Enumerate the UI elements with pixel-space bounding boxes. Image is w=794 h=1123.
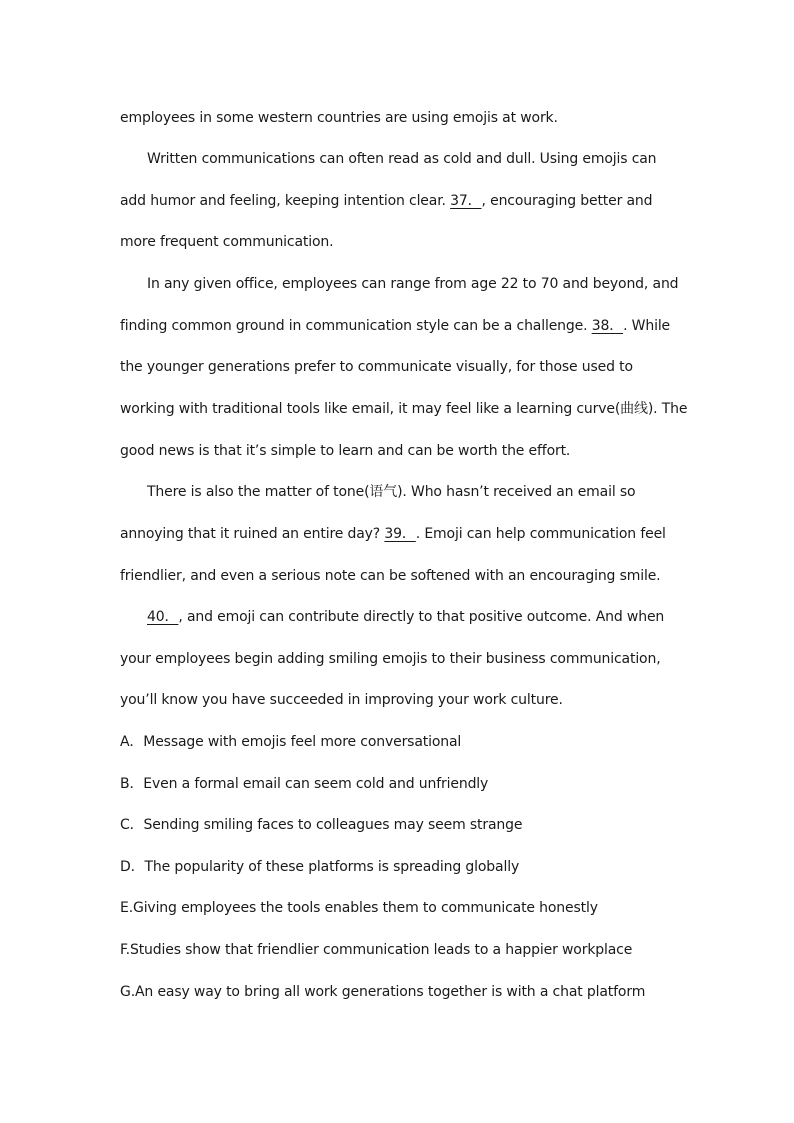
option-text: A．Message with emojis feel more conversational <box>120 734 462 750</box>
blank-40: 40． <box>147 609 179 625</box>
option-text: B．Even a formal email can seem cold and unfriendly <box>120 776 489 792</box>
passage-line <box>120 441 570 461</box>
option-c <box>120 815 522 835</box>
option-text: E.Giving employees the tools enables them to communicate honestly <box>120 900 598 916</box>
option-text: F.Studies show that friendlier communication leads to a happier workplace <box>120 942 633 958</box>
passage-text: , and emoji can contribute directly to that positive outcome. And when <box>178 609 665 625</box>
passage-text: working with traditional tools like email, it may feel like a learning curve(曲线). The <box>120 401 688 417</box>
option-e <box>120 898 598 918</box>
passage-line <box>120 316 670 336</box>
passage-line <box>120 191 652 211</box>
option-text: D．The popularity of these platforms is spreading globally <box>120 859 520 875</box>
option-b <box>120 774 488 794</box>
passage-line <box>147 274 678 294</box>
passage-line <box>147 149 656 169</box>
passage-line <box>120 399 687 419</box>
passage-text: good news is that it’s simple to learn and can be worth the effort. <box>120 443 571 459</box>
passage-text: There is also the matter of tone(语气). Who hasn’t received an email so <box>147 484 636 500</box>
passage-line <box>120 524 666 544</box>
blank-39: 39． <box>384 526 416 542</box>
passage-text: Written communications can often read as cold and dull. Using emojis can <box>147 151 657 167</box>
passage-text: your employees begin adding smiling emojis to their business communication, <box>120 651 661 667</box>
passage-text: , encouraging better and <box>481 193 653 209</box>
option-text: C．Sending smiling faces to colleagues may seem strange <box>120 817 523 833</box>
passage-text: the younger generations prefer to communicate visually, for those used to <box>120 359 633 375</box>
option-a <box>120 732 461 752</box>
passage-text: more frequent communication. <box>120 234 334 250</box>
passage-line <box>120 232 333 252</box>
option-text: G.An easy way to bring all work generations together is with a chat platform <box>120 984 646 1000</box>
passage-line <box>120 566 660 586</box>
passage-text: you’ll know you have succeeded in improving your work culture. <box>120 692 563 708</box>
passage-line <box>147 607 664 627</box>
option-d <box>120 857 519 877</box>
option-f <box>120 940 632 960</box>
passage-text: . Emoji can help communication feel <box>415 526 666 542</box>
passage-line <box>120 690 563 710</box>
passage-line <box>147 482 635 502</box>
passage-text: finding common ground in communication style can be a challenge. <box>120 318 592 334</box>
passage-text: employees in some western countries are using emojis at work. <box>120 110 558 126</box>
blank-37: 37． <box>450 193 482 209</box>
option-g <box>120 982 645 1002</box>
passage-line <box>120 649 661 669</box>
passage-text: In any given office, employees can range from age 22 to 70 and beyond, and <box>147 276 679 292</box>
passage-text: . While <box>623 318 671 334</box>
blank-38: 38． <box>591 318 624 334</box>
passage-text: add humor and feeling, keeping intention clear. <box>120 193 451 209</box>
passage-text: friendlier, and even a serious note can be softened with an encouraging smile. <box>120 568 661 584</box>
passage-line <box>120 357 633 377</box>
passage-line <box>120 108 558 128</box>
passage-text: annoying that it ruined an entire day? <box>120 526 385 542</box>
